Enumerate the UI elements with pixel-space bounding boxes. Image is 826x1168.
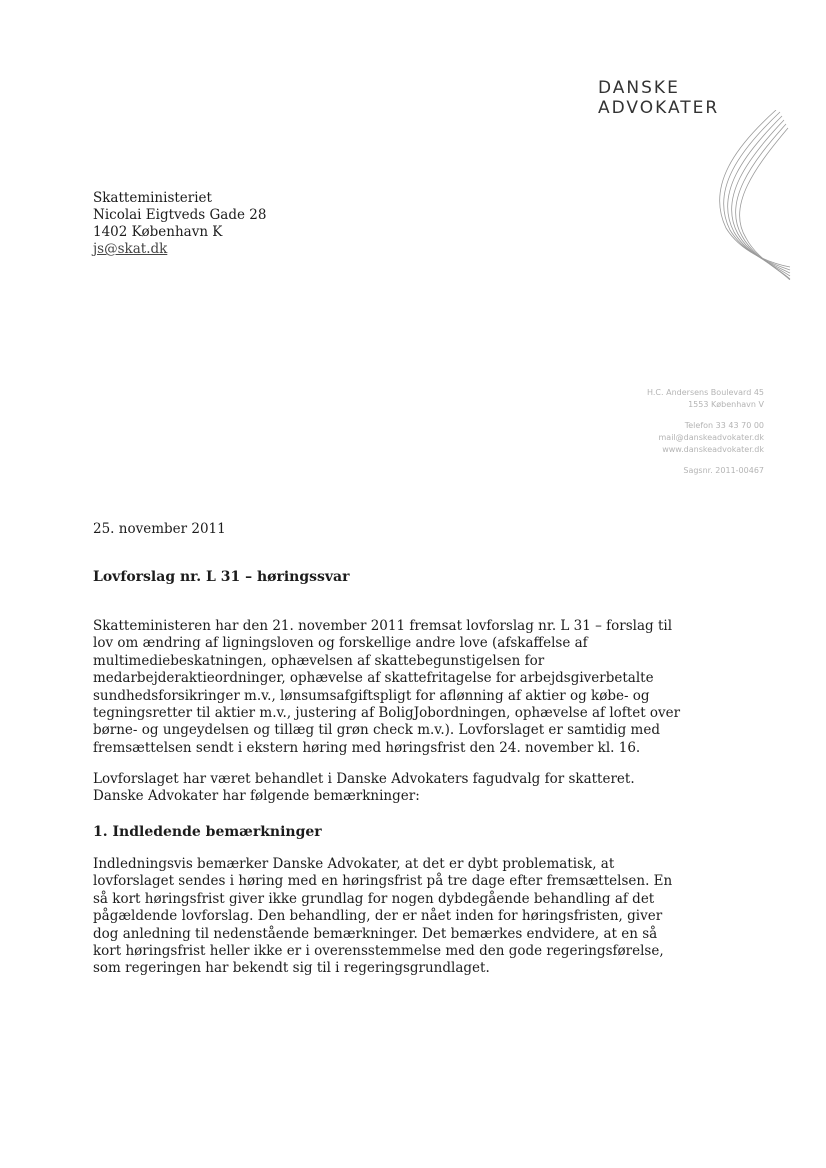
paragraph-preliminary-remarks xyxy=(93,856,693,978)
section-heading-1: 1. Indledende bemærkninger xyxy=(93,824,322,840)
text-line: sundhedsforsikringer m.v., lønsumsafgiftspligt for aflønning af aktier og købe- og xyxy=(93,687,650,704)
text-line: Indledningsvis bemærker Danske Advokater, at det er dybt problematisk, at xyxy=(93,856,615,872)
text-line: kort høringsfrist heller ikke er i overensstemmelse med den gode regeringsførelse, xyxy=(93,943,664,960)
text-line: som regeringen har bekendt sig til i regeringsgrundlaget. xyxy=(93,960,490,977)
text-line: børne- og ungeydelsen og tillæg til grøn check m.v.). Lovforslaget er samtidig med xyxy=(93,722,660,739)
text-line: så kort høringsfrist giver ikke grundlag for nogen dybdegående behandling af det xyxy=(93,890,655,907)
text-line: lov om ændring af ligningsloven og forskellige andre love (afskaffelse af xyxy=(93,635,588,652)
text-line: medarbejderaktieordninger, ophævelse af skattefritagelse for arbejdsgiverbetalte xyxy=(93,670,654,687)
recipient-address xyxy=(93,190,266,258)
text-line: tegningsretter til aktier m.v., justering af BoligJobordningen, ophævelse af loftet over xyxy=(93,705,681,722)
recipient-name: Skatteministeriet xyxy=(93,190,212,206)
letter-subject: Lovforslag nr. L 31 – høringssvar xyxy=(93,569,350,585)
sender-case-number: Sagsnr. 2011-00467 xyxy=(683,466,764,475)
sender-address-2: 1553 København V xyxy=(688,400,764,409)
paragraph-committee xyxy=(93,771,693,806)
text-line: Danske Advokater har følgende bemærkninger: xyxy=(93,788,420,805)
sender-info xyxy=(647,387,764,477)
logo-line-2: ADVOKATER xyxy=(598,98,720,118)
paragraph-intro xyxy=(93,618,693,757)
logo-swoosh-icon xyxy=(700,110,792,280)
recipient-city: 1402 København K xyxy=(93,224,223,240)
recipient-street: Nicolai Eigtveds Gade 28 xyxy=(93,207,267,223)
logo-line-1: DANSKE xyxy=(598,78,680,98)
sender-address-1: H.C. Andersens Boulevard 45 xyxy=(647,388,764,397)
text-line: dog anledning til nedenstående bemærkninger. Det bemærkes endvidere, at en så xyxy=(93,925,658,942)
text-line: pågældende lovforslag. Den behandling, der er nået inden for høringsfristen, giver xyxy=(93,908,663,925)
sender-phone: Telefon 33 43 70 00 xyxy=(684,421,764,430)
text-line: lovforslaget sendes i høring med en høringsfrist på tre dage efter fremsættelsen. En xyxy=(93,873,673,890)
text-line: fremsættelsen sendt i ekstern høring med høringsfrist den 24. november kl. 16. xyxy=(93,739,641,756)
text-line: multimediebeskatningen, ophævelsen af skattebegunstigelsen for xyxy=(93,652,545,669)
text-line: Lovforslaget har været behandlet i Danske Advokaters fagudvalg for skatteret. xyxy=(93,771,635,787)
sender-mail: mail@danskeadvokater.dk xyxy=(658,433,764,442)
sender-web: www.danskeadvokater.dk xyxy=(662,445,764,454)
recipient-email-link[interactable]: js@skat.dk xyxy=(93,241,168,257)
letter-date: 25. november 2011 xyxy=(93,521,226,537)
text-line: Skatteministeren har den 21. november 2011 fremsat lovforslag nr. L 31 – forslag til xyxy=(93,618,673,634)
